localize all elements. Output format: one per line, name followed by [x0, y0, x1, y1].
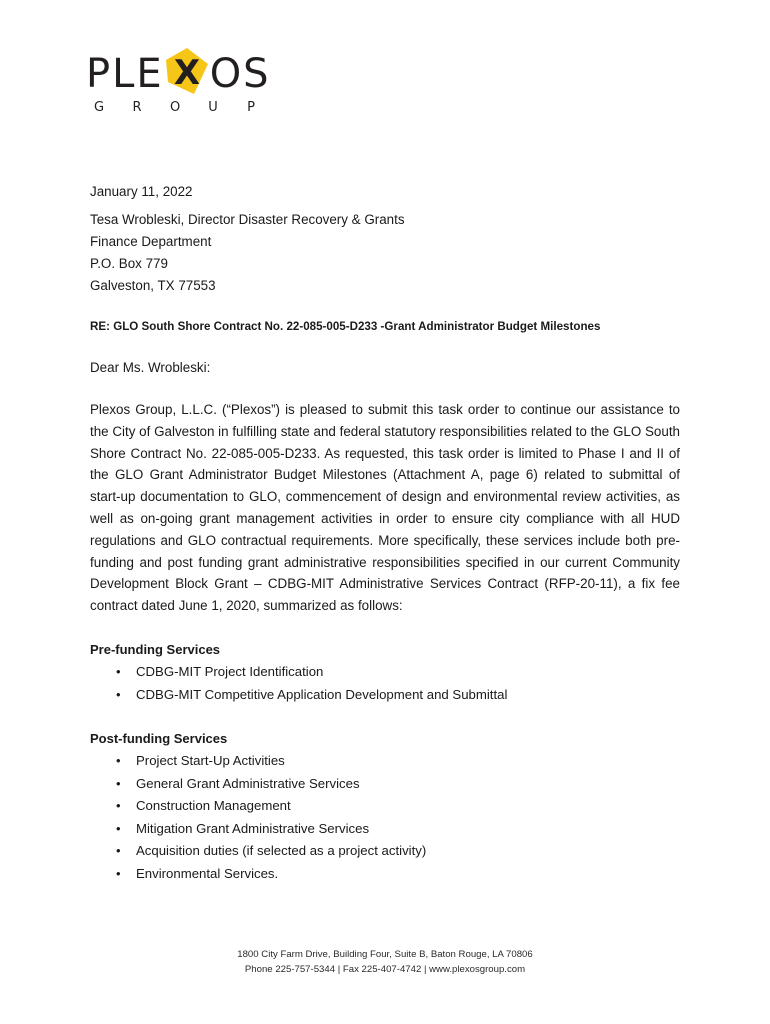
bullet-icon: •: [116, 775, 121, 791]
list-item: [90, 863, 426, 886]
body-paragraph: Plexos Group, L.L.C. (“Plexos”) is pleased to submit this task order to continue our assistance to the City of Galveston in fulfilling state and federal statutory responsibilities related to the GLO South Shore Contract No. 22-085-005-D233. As requested, this task order is limited to Phase I and II of the GLO Grant Administrator Budget Milestones (Attachment A, page 6) related to submittal of start-up documentation to GLO, commencement of design and environmental review activities, as well as on-going grant management activities in order to ensure city compliance with all HUD regulations and GLO contractual requirements. More specifically, these services include both pre-funding and post funding grant administrative responsibilities specified in our current Community Development Block Grant – CDBG-MIT Administrative Services Contract (RFP-20-11), a fix fee contract dated June 1, 2020, summarized as follows:: [90, 402, 680, 614]
list-item-text: CDBG-MIT Competitive Application Development and Submittal: [136, 686, 508, 702]
address-line: Tesa Wrobleski, Director Disaster Recovery & Grants: [90, 212, 405, 227]
list-item: [90, 840, 426, 863]
bullet-icon: •: [116, 686, 121, 702]
bullet-icon: •: [116, 843, 121, 858]
list-item-text: General Grant Administrative Services: [136, 775, 360, 791]
logo-sub-letter: U: [208, 100, 218, 115]
list-item-text: Project Start-Up Activities: [136, 753, 285, 768]
list-item: [90, 684, 507, 707]
footer-address: 1800 City Farm Drive, Building Four, Suite B, Baton Rouge, LA 70806: [237, 949, 533, 960]
letter-date: January 11, 2022: [90, 184, 193, 199]
list-item: [90, 818, 426, 841]
bullet-icon: •: [116, 820, 121, 836]
list-item-text: Acquisition duties (if selected as a project activity): [136, 843, 427, 858]
recipient-address: [90, 209, 405, 297]
list-item: [90, 750, 426, 773]
logo-x-mark: [166, 48, 208, 94]
logo-text-right: OS: [209, 51, 271, 97]
logo-x-letter: X: [173, 53, 200, 93]
section-title: Pre-funding Services: [90, 642, 221, 657]
logo-sub-letter: R: [132, 100, 142, 115]
address-line: Finance Department: [90, 234, 212, 249]
list-item: [90, 661, 507, 684]
list-item-text: Environmental Services.: [136, 865, 279, 881]
logo-sub-letter: G: [94, 100, 105, 115]
list-item-text: Mitigation Grant Administrative Services: [136, 820, 370, 836]
address-line: Galveston, TX 77553: [90, 278, 216, 293]
footer-contact: Phone 225-757-5344 | Fax 225-407-4742 | www.plexosgroup.com: [244, 964, 526, 975]
bullet-icon: •: [116, 798, 121, 813]
logo-text-left: PLE: [86, 51, 164, 97]
bullet-icon: •: [116, 753, 121, 768]
address-line: P.O. Box 779: [90, 256, 168, 271]
section-title: Post-funding Services: [90, 731, 228, 746]
logo-subtitle: [94, 100, 256, 115]
logo-wordmark: [86, 50, 271, 97]
logo-sub-letter: O: [170, 100, 181, 115]
pre-funding-list: [90, 661, 507, 706]
list-item: [90, 795, 426, 818]
bullet-icon: •: [116, 865, 121, 881]
plexos-logo: [86, 42, 296, 122]
logo-sub-letter: P: [247, 100, 255, 115]
post-funding-section: [90, 728, 426, 885]
salutation: Dear Ms. Wrobleski:: [90, 360, 211, 375]
list-item: [90, 773, 426, 796]
pre-funding-section: [90, 639, 507, 706]
list-item-text: Construction Management: [136, 798, 291, 813]
subject-line: RE: GLO South Shore Contract No. 22-085-005-D233 -Grant Administrator Budget Milestones: [90, 320, 601, 333]
list-item-text: CDBG-MIT Project Identification: [136, 664, 324, 679]
bullet-icon: •: [116, 664, 121, 679]
post-funding-list: [90, 750, 426, 885]
